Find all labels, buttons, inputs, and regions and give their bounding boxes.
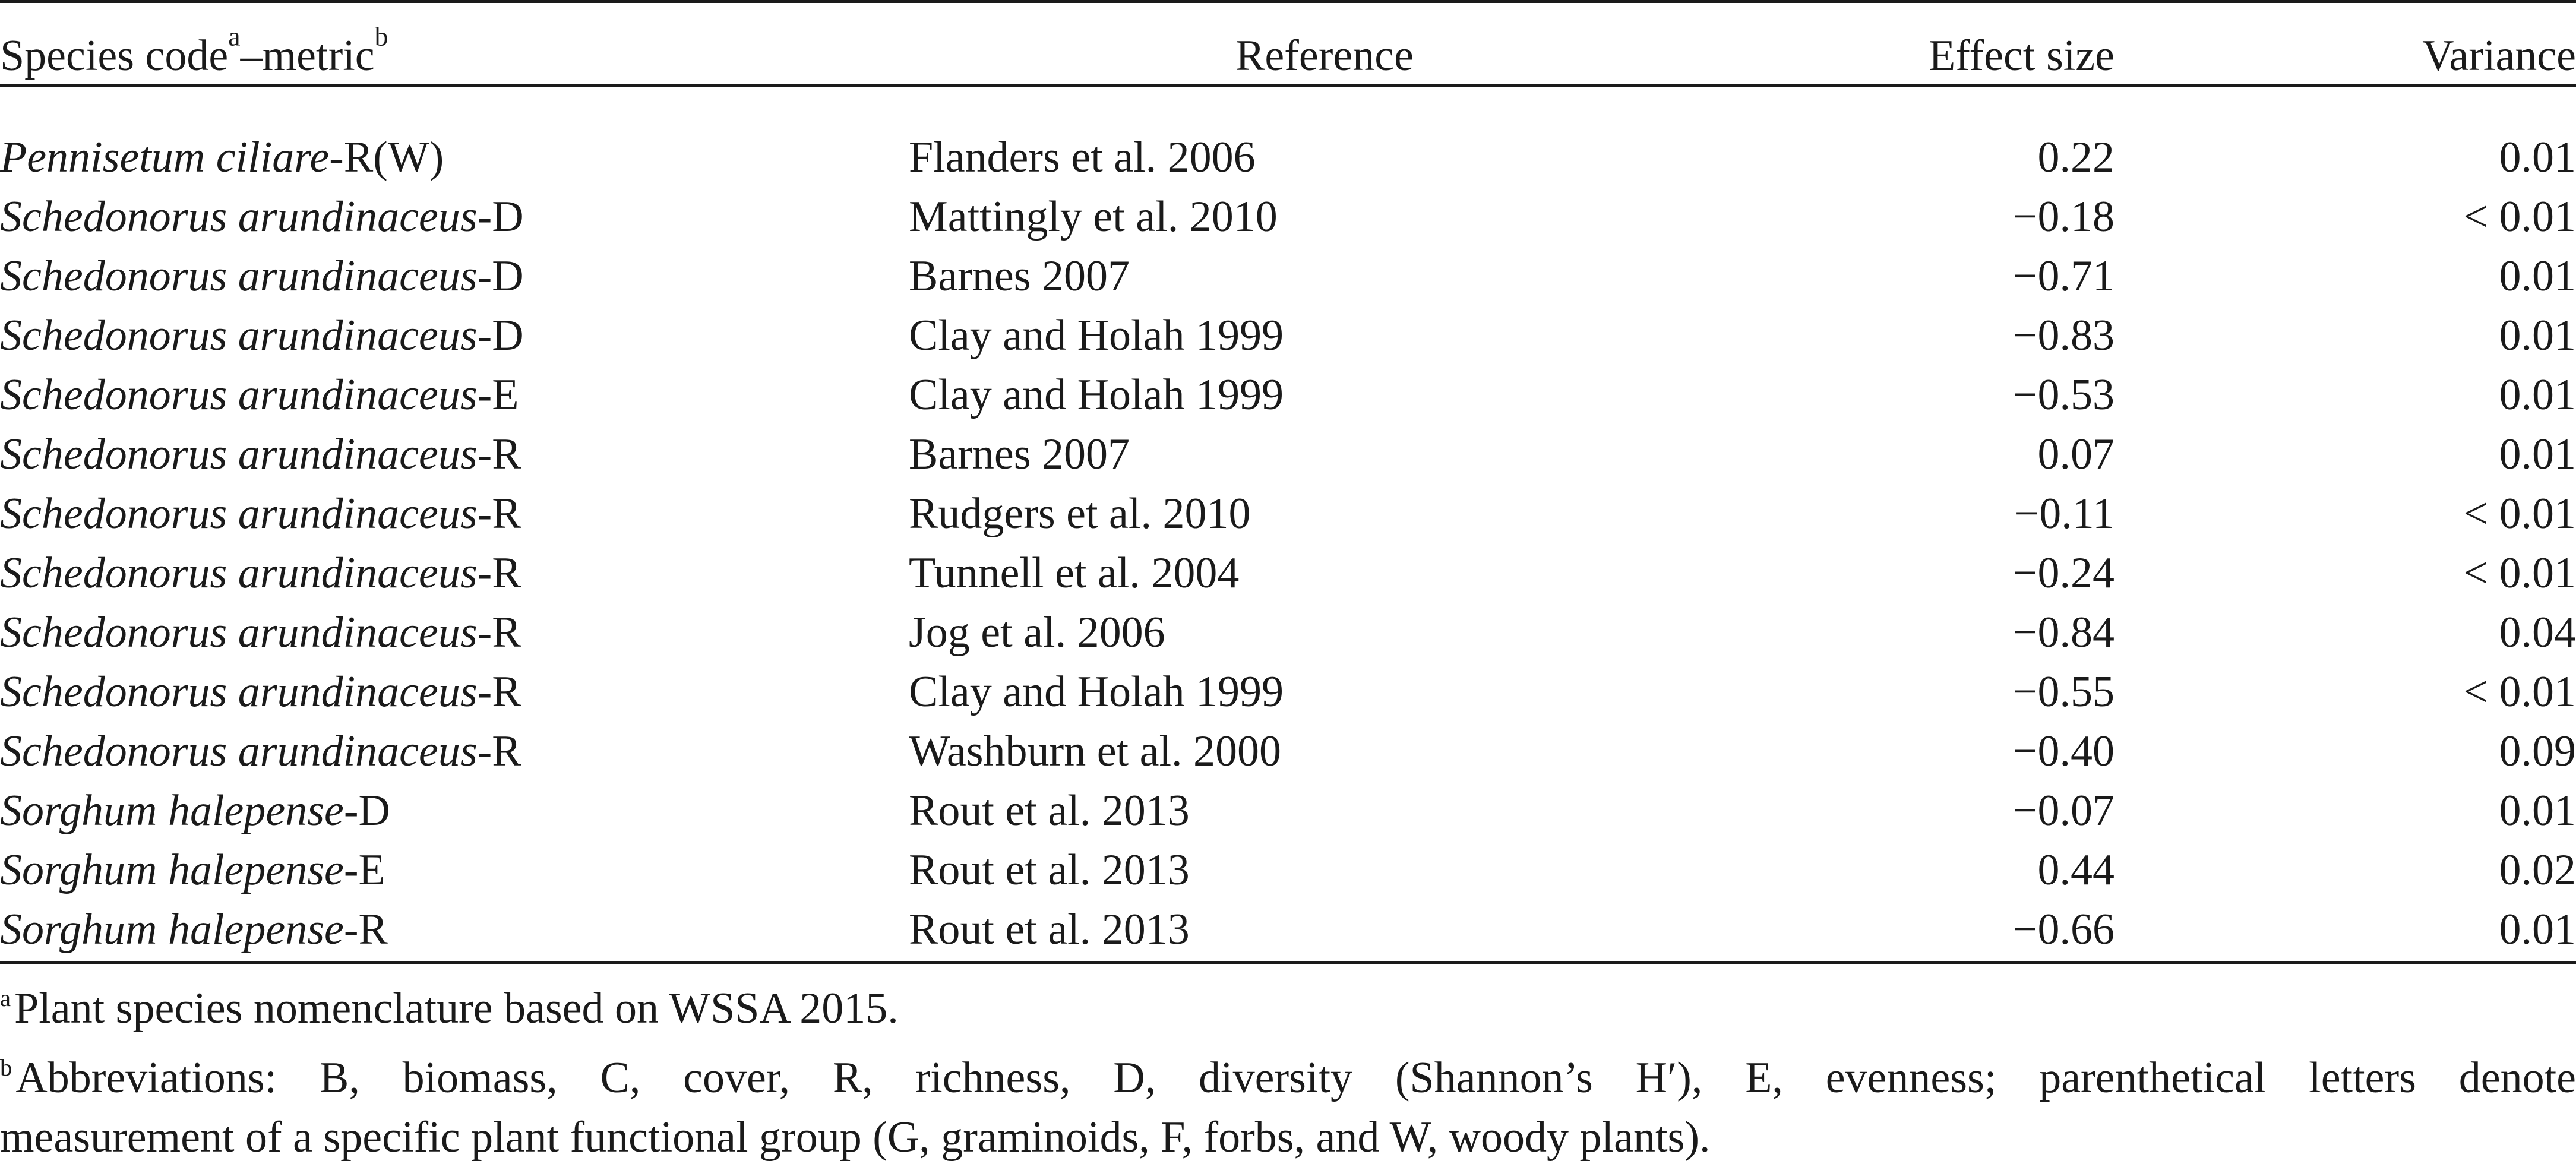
species-name: Schedonorus arundinaceus [0,608,478,657]
table-body [0,104,2576,959]
cell-variance: < 0.01 [2463,192,2576,241]
table-row [0,662,2576,722]
footnote-b-text-2: measurement of a specific plant functional group (G, graminoids, F, forbs, and W, woody plants). [0,1113,1711,1162]
cell-reference: Washburn et al. 2000 [909,727,1282,776]
metric-code: -E [477,371,519,419]
metric-code: -R [477,430,521,479]
cell-variance: 0.04 [2499,608,2576,657]
cell-reference: Barnes 2007 [909,430,1130,479]
species-name: Schedonorus arundinaceus [0,252,478,301]
cell-variance: 0.01 [2499,430,2576,479]
metric-code: -R [477,727,521,776]
metric-code: -R [477,608,521,657]
cell-variance: < 0.01 [2463,489,2576,538]
cell-variance: 0.09 [2499,727,2576,776]
footnote-a-mark: a [0,984,11,1011]
cell-reference: Tunnell et al. 2004 [909,549,1240,597]
cell-effect-size: −0.11 [2014,489,2114,538]
species-name: Schedonorus arundinaceus [0,489,478,538]
cell-effect-size: −0.55 [2012,668,2114,716]
table-row [0,425,2576,484]
cell-effect-size: −0.71 [2012,252,2114,301]
footnote-a-text: Plant species nomenclature based on WSSA 2015. [14,984,899,1033]
cell-effect-size: −0.24 [2012,549,2114,597]
species-name: Schedonorus arundinaceus [0,430,478,479]
cell-effect-size: −0.07 [2012,786,2114,835]
cell-species-metric [0,246,909,306]
cell-effect-size: −0.83 [2012,311,2114,360]
footnote-b [0,1048,2576,1167]
cell-reference: Rudgers et al. 2010 [909,489,1251,538]
cell-species-metric [0,781,909,840]
cell-effect-size: −0.18 [2012,192,2114,241]
cell-variance: 0.01 [2499,786,2576,835]
metric-code: -D [343,786,390,835]
header-metric-footnote-mark: b [374,21,388,52]
species-name: Sorghum halepense [0,786,344,835]
table-bottom-rule [0,961,2576,964]
metric-code: -R [477,668,521,716]
species-name: Schedonorus arundinaceus [0,668,478,716]
species-name: Sorghum halepense [0,905,344,954]
table-row [0,365,2576,425]
table-header-row [0,0,2576,104]
table-row [0,781,2576,840]
species-name: Schedonorus arundinaceus [0,727,478,776]
footnote-a [0,979,2576,1038]
species-name: Schedonorus arundinaceus [0,311,478,360]
cell-reference: Rout et al. 2013 [909,905,1190,954]
cell-variance: 0.01 [2499,133,2576,182]
header-effect-size: Effect size [1929,31,2114,80]
table-row [0,840,2576,900]
footnote-b-text-1: Abbreviations: B, biomass, C, cover, R, richness, D, diversity (Shannon’s H′), E, evenness; parenthetical letters denote [15,1054,2576,1102]
species-name: Sorghum halepense [0,846,344,894]
cell-species-metric [0,484,909,543]
cell-variance: 0.01 [2499,311,2576,360]
cell-species-metric [0,306,909,365]
metric-code: -R [343,905,388,954]
header-species-metric [0,0,909,104]
metric-code: -E [343,846,385,894]
cell-reference: Barnes 2007 [909,252,1130,301]
metric-code: -D [477,311,524,360]
metric-code: -R(W) [329,133,444,182]
cell-effect-size: −0.66 [2012,905,2114,954]
cell-variance: < 0.01 [2463,549,2576,597]
metric-code: -D [477,192,524,241]
cell-variance: 0.02 [2499,846,2576,894]
cell-species-metric [0,662,909,722]
cell-species-metric [0,840,909,900]
species-name: Schedonorus arundinaceus [0,192,478,241]
cell-variance: 0.01 [2499,252,2576,301]
cell-reference: Clay and Holah 1999 [909,668,1284,716]
cell-reference: Rout et al. 2013 [909,786,1190,835]
cell-reference: Jog et al. 2006 [909,608,1165,657]
table-row [0,104,2576,187]
cell-species-metric [0,187,909,246]
cell-effect-size: 0.44 [2037,846,2114,894]
footnote-b-mark: b [0,1054,12,1081]
cell-species-metric [0,365,909,425]
cell-species-metric [0,722,909,781]
cell-reference: Mattingly et al. 2010 [909,192,1278,241]
header-metric-label: –metric [240,31,375,80]
species-name: Pennisetum ciliare [0,133,330,182]
header-reference: Reference [1235,31,1414,80]
footnote-b-line-1 [0,1048,2576,1108]
table-row [0,246,2576,306]
table-row [0,187,2576,246]
cell-reference: Clay and Holah 1999 [909,371,1284,419]
header-species-footnote-mark: a [228,21,241,52]
table-row [0,722,2576,781]
cell-species-metric [0,603,909,662]
cell-species-metric [0,104,909,187]
cell-variance: 0.01 [2499,905,2576,954]
table-row [0,900,2576,959]
table-row [0,603,2576,662]
species-name: Schedonorus arundinaceus [0,549,478,597]
table-row [0,543,2576,603]
cell-effect-size: 0.07 [2037,430,2114,479]
species-name: Schedonorus arundinaceus [0,371,478,419]
header-variance: Variance [2422,31,2576,80]
cell-reference: Rout et al. 2013 [909,846,1190,894]
cell-effect-size: −0.84 [2012,608,2114,657]
cell-species-metric [0,543,909,603]
metric-code: -R [477,489,521,538]
cell-reference: Clay and Holah 1999 [909,311,1284,360]
table-row [0,306,2576,365]
cell-species-metric [0,425,909,484]
cell-effect-size: −0.40 [2012,727,2114,776]
table-row [0,484,2576,543]
header-species-label: Species code [0,31,229,80]
cell-effect-size: 0.22 [2037,133,2114,182]
cell-species-metric [0,900,909,959]
cell-reference: Flanders et al. 2006 [909,133,1256,182]
cell-variance: 0.01 [2499,371,2576,419]
cell-effect-size: −0.53 [2012,371,2114,419]
metric-code: -R [477,549,521,597]
cell-variance: < 0.01 [2463,668,2576,716]
metric-code: -D [477,252,524,301]
